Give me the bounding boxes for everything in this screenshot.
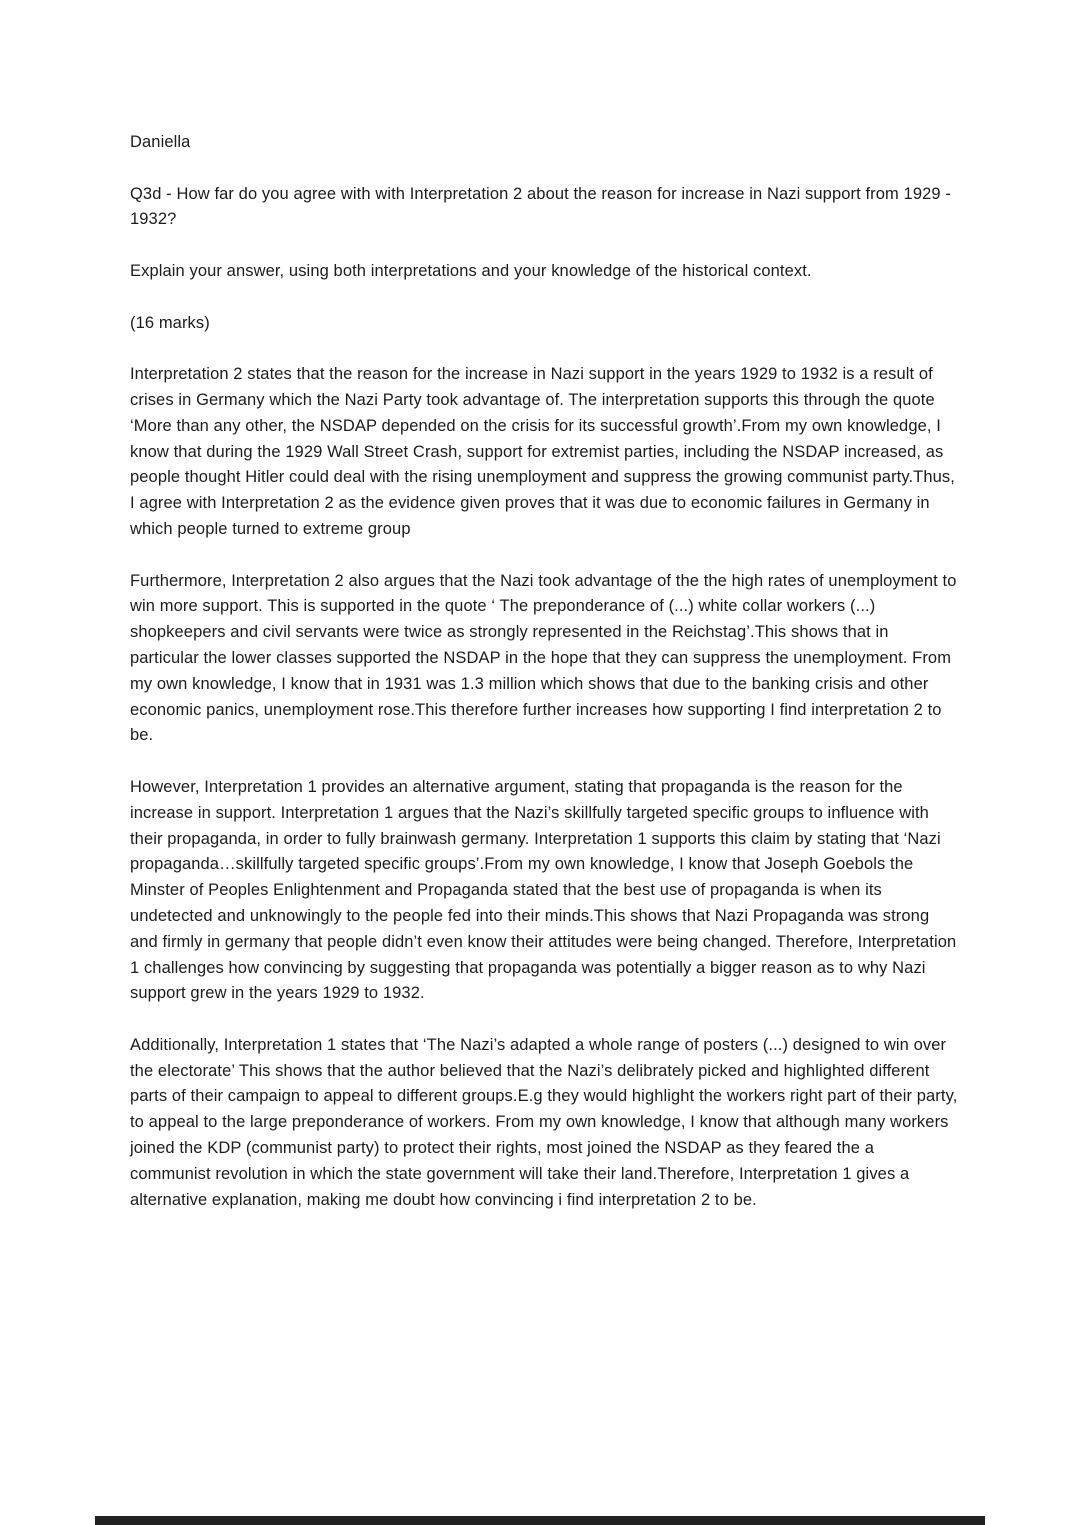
instruction-text: Explain your answer, using both interpretations and your knowledge of the historical context. — [130, 261, 812, 280]
essay-paragraph-4: Additionally, Interpretation 1 states that ‘The Nazi’s adapted a whole range of posters (...) designed to win over the electorate’ This shows that the author believed that the Nazi’s delibrately picked and highlighted different parts of their campaign to appeal to different groups.E.g they would highlight the workers right part of their party, to appeal to the large preponderance of workers. From my own knowledge, I know that although many workers joined the KDP (communist party) to protect their rights, most joined the NSDAP as they feared the a communist revolution in which the state government will take their land.Therefore, Interpretation 1 gives a alternative explanation, making me doubt how convincing i find interpretation 2 to be. — [130, 1035, 958, 1209]
marks-text: (16 marks) — [130, 313, 210, 332]
essay-paragraph-2: Furthermore, Interpretation 2 also argues that the Nazi took advantage of the the high rates of unemployment to win more support. This is supported in the quote ‘ The preponderance of (...) white collar workers (...) shopkeepers and civil servants were twice as strongly represented in the Reichstag’.This shows that in particular the lower classes supported the NSDAP in the hope that they can suppress the unemployment. From my own knowledge, I know that in 1931 was 1.3 million which shows that due to the banking crisis and other economic panics, unemployment rose.This therefore further increases how supporting I find interpretation 2 to be. — [130, 571, 957, 745]
essay-paragraph-3: However, Interpretation 1 provides an alternative argument, stating that propaganda is the reason for the increase in support. Interpretation 1 argues that the Nazi’s skillfully targeted specific groups to influence with their propaganda, in order to fully brainwash germany. Interpretation 1 supports this claim by stating that ‘Nazi propaganda…skillfully targeted specific groups’.From my own knowledge, I know that Joseph Goebols the Minster of Peoples Enlightenment and Propaganda stated that the best use of propaganda is when its undetected and unknowingly to the people fed into their minds.This shows that Nazi Propaganda was strong and firmly in germany that people didn’t even know their attitudes were being changed. Therefore, Interpretation 1 challenges how convincing by suggesting that propaganda was potentially a bigger reason as to why Nazi support grew in the years 1929 to 1932. — [130, 777, 957, 1003]
question-text: Q3d - How far do you agree with with Interpretation 2 about the reason for increase in Nazi support from 1929 - 1932? — [130, 184, 951, 229]
essay-paragraph-1: Interpretation 2 states that the reason for the increase in Nazi support in the years 1929 to 1932 is a result of crises in Germany which the Nazi Party took advantage of. The interpretation supports this through the quote ‘More than any other, the NSDAP depended on the crisis for its successful growth’.From my own knowledge, I know that during the 1929 Wall Street Crash, support for extremist parties, including the NSDAP increased, as people thought Hitler could deal with the rising unemployment and suppress the growing communist party.Thus, I agree with Interpretation 2 as the evidence given proves that it was due to economic failures in Germany in which people turned to extreme group — [130, 365, 955, 538]
document-body — [130, 130, 958, 1213]
author-name: Daniella — [130, 133, 191, 151]
page-break-gap — [95, 1516, 985, 1525]
